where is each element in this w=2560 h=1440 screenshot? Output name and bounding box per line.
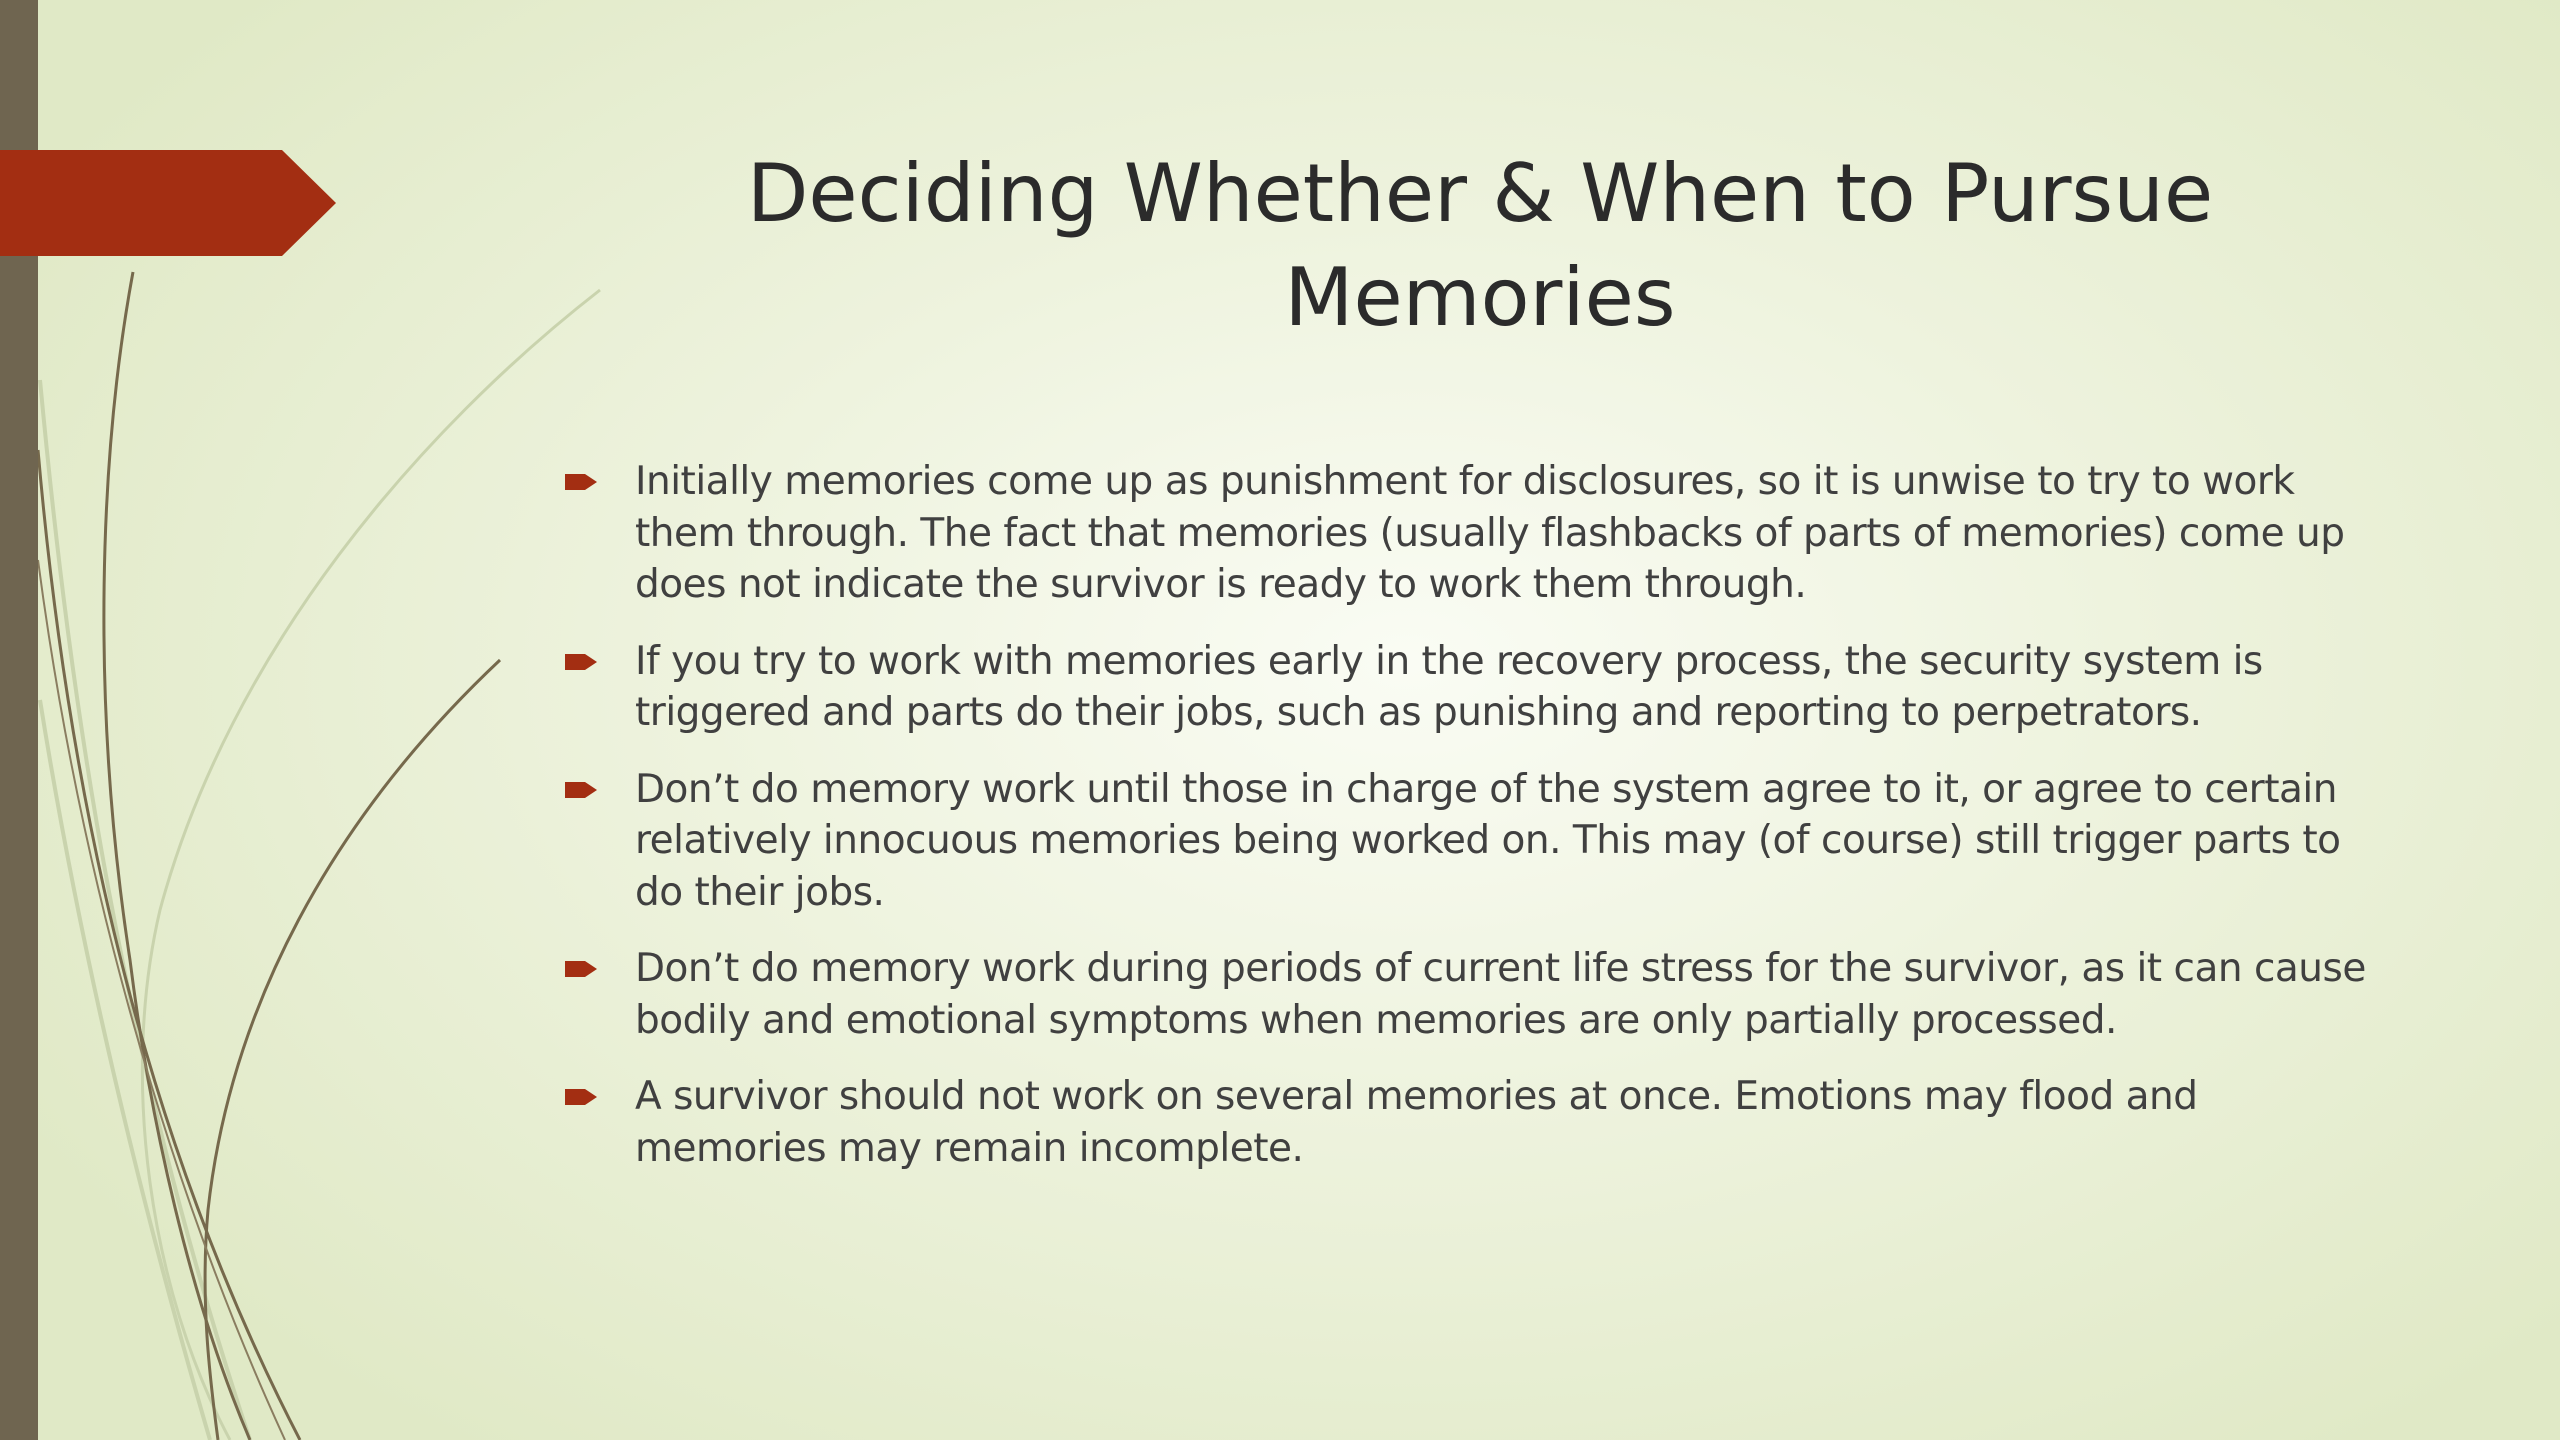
arrow-bullet-icon — [565, 472, 597, 492]
page-title — [540, 142, 2420, 350]
arrow-bullet-icon — [565, 652, 597, 672]
bullet-item — [565, 636, 2380, 739]
title-line-1: Deciding Whether & When to Pursue — [746, 147, 2214, 240]
bullet-text: Don’t do memory work during periods of current life stress for the survivor, as it can cause bodily and emotional symptoms when memories are only partially processed. — [635, 946, 2366, 1043]
bullet-text: Don’t do memory work until those in charge of the system agree to it, or agree to certain relatively innocuous memories being worked on. This may (of course) still trigger parts to do their jobs. — [635, 766, 2341, 915]
bullet-item — [565, 456, 2380, 611]
bullet-text: Initially memories come up as punishment for disclosures, so it is unwise to try to work them through. The fact that memories (usually flashbacks of parts of memories) come up does not indicate the survivor is ready to work them through. — [635, 459, 2345, 607]
bullet-text: A survivor should not work on several memories at once. Emotions may flood and memories may remain incomplete. — [635, 1074, 2198, 1171]
bullet-item — [565, 943, 2380, 1046]
arrow-bullet-icon — [565, 959, 597, 979]
arrow-bullet-icon — [565, 780, 597, 800]
bullet-item — [565, 764, 2380, 919]
arrow-bullet-icon — [565, 1087, 597, 1107]
bullet-list — [565, 456, 2380, 1199]
title-line-2: Memories — [1284, 251, 1676, 344]
bullet-text: If you try to work with memories early in the recovery process, the security system is triggered and parts do their jobs, such as punishing and reporting to perpetrators. — [635, 638, 2263, 735]
bullet-item — [565, 1071, 2380, 1174]
title-arrow-tab — [0, 150, 336, 256]
